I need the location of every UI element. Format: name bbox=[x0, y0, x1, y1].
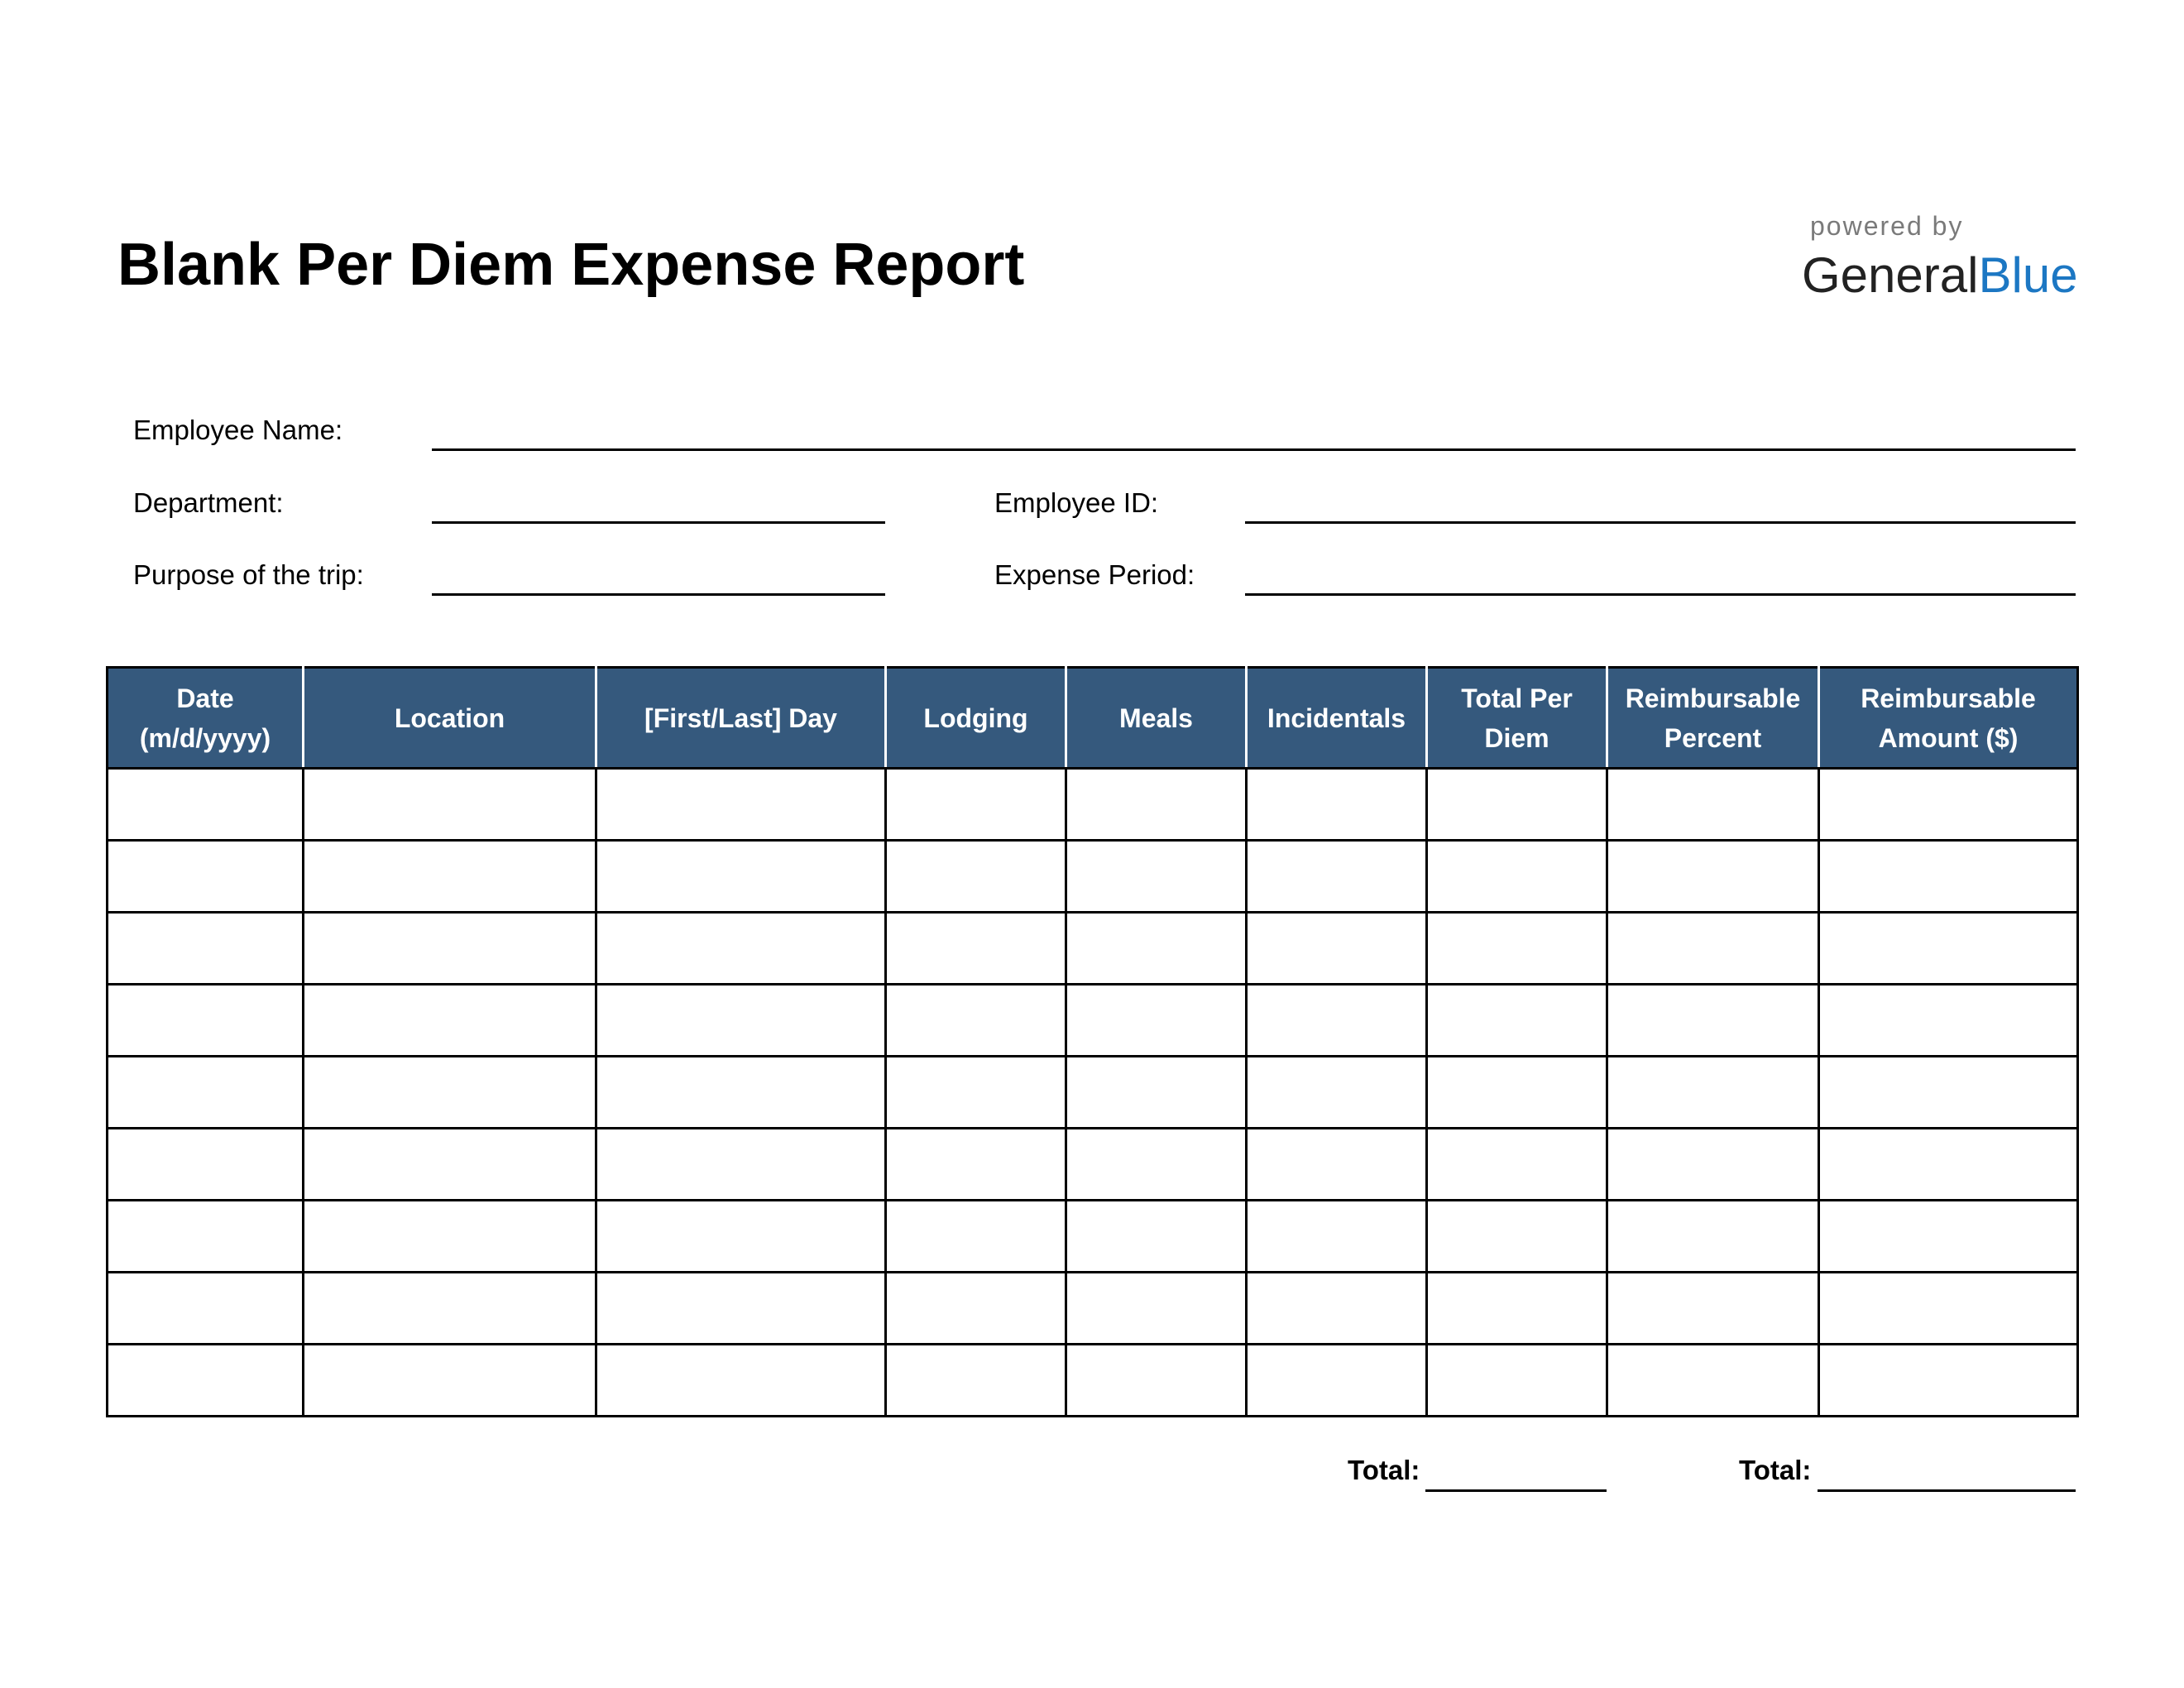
table-cell[interactable] bbox=[886, 985, 1066, 1057]
table-cell[interactable] bbox=[1247, 1057, 1427, 1129]
table-cell[interactable] bbox=[1607, 1273, 1819, 1345]
reimbursable-total-field[interactable] bbox=[1818, 1489, 2076, 1492]
employee-id-field[interactable] bbox=[1245, 521, 2076, 524]
table-body bbox=[108, 769, 2078, 1417]
column-header-incidentals bbox=[1247, 668, 1427, 769]
column-header-text: Reimbursable bbox=[1625, 683, 1801, 713]
table-cell[interactable] bbox=[1427, 913, 1607, 985]
table-cell[interactable] bbox=[1819, 769, 2078, 841]
table-cell[interactable] bbox=[1607, 985, 1819, 1057]
table-cell[interactable] bbox=[1427, 769, 1607, 841]
table-cell[interactable] bbox=[886, 769, 1066, 841]
table-row bbox=[108, 913, 2078, 985]
per-diem-total-label: Total: bbox=[1348, 1455, 1420, 1485]
brand-name-blue: Blue bbox=[1978, 247, 2078, 303]
table-cell[interactable] bbox=[1066, 1273, 1247, 1345]
expense-period-label: Expense Period: bbox=[994, 559, 1195, 590]
column-header-text: [First/Last] Day bbox=[644, 703, 837, 733]
table-cell[interactable] bbox=[1247, 1345, 1427, 1417]
table-cell[interactable] bbox=[1819, 985, 2078, 1057]
table-cell[interactable] bbox=[596, 1201, 886, 1273]
column-header-text: Diem bbox=[1484, 722, 1549, 753]
table-cell[interactable] bbox=[1819, 1345, 2078, 1417]
table-cell[interactable] bbox=[1819, 1201, 2078, 1273]
column-header-date bbox=[108, 668, 304, 769]
purpose-label: Purpose of the trip: bbox=[133, 559, 364, 590]
table-cell[interactable] bbox=[1819, 913, 2078, 985]
table-cell[interactable] bbox=[108, 985, 304, 1057]
employee-name-label: Employee Name: bbox=[133, 415, 343, 445]
column-header-reimbursable-amount bbox=[1819, 668, 2078, 769]
table-cell[interactable] bbox=[1607, 913, 1819, 985]
table-cell[interactable] bbox=[1066, 913, 1247, 985]
table-cell[interactable] bbox=[1607, 1129, 1819, 1201]
table-cell[interactable] bbox=[596, 841, 886, 913]
table-row bbox=[108, 1345, 2078, 1417]
table-row bbox=[108, 1273, 2078, 1345]
table-header-row bbox=[108, 668, 2078, 769]
table-cell[interactable] bbox=[886, 1129, 1066, 1201]
employee-name-field[interactable] bbox=[432, 448, 2076, 451]
column-header-location bbox=[304, 668, 596, 769]
table-cell[interactable] bbox=[1819, 1129, 2078, 1201]
table-cell[interactable] bbox=[596, 1057, 886, 1129]
expense-period-field[interactable] bbox=[1245, 593, 2076, 596]
table-cell[interactable] bbox=[1066, 1201, 1247, 1273]
table-cell[interactable] bbox=[304, 769, 596, 841]
column-header-text: Amount ($) bbox=[1878, 722, 2019, 753]
table-cell[interactable] bbox=[1427, 1129, 1607, 1201]
table-cell[interactable] bbox=[108, 1201, 304, 1273]
table-cell[interactable] bbox=[108, 913, 304, 985]
table-cell[interactable] bbox=[1427, 985, 1607, 1057]
column-header-text: Meals bbox=[1119, 703, 1193, 733]
column-header-lodging bbox=[886, 668, 1066, 769]
column-header-total-per-diem bbox=[1427, 668, 1607, 769]
table-cell[interactable] bbox=[1066, 1129, 1247, 1201]
table-cell[interactable] bbox=[304, 985, 596, 1057]
table-cell[interactable] bbox=[304, 841, 596, 913]
table-cell[interactable] bbox=[1607, 1057, 1819, 1129]
department-label: Department: bbox=[133, 487, 284, 518]
table-cell[interactable] bbox=[304, 1057, 596, 1129]
powered-by-text: powered by bbox=[1810, 211, 1964, 241]
table-row bbox=[108, 841, 2078, 913]
per-diem-total-field[interactable] bbox=[1425, 1489, 1607, 1492]
reimbursable-total-label: Total: bbox=[1739, 1455, 1812, 1485]
table-cell[interactable] bbox=[108, 769, 304, 841]
column-header-text: (m/d/yyyy) bbox=[139, 722, 271, 753]
table-cell[interactable] bbox=[1247, 985, 1427, 1057]
table-cell[interactable] bbox=[108, 1057, 304, 1129]
table-cell[interactable] bbox=[596, 769, 886, 841]
table-cell[interactable] bbox=[1427, 841, 1607, 913]
table-cell[interactable] bbox=[304, 1129, 596, 1201]
column-header-text: Location bbox=[394, 703, 505, 733]
table-cell[interactable] bbox=[1607, 1345, 1819, 1417]
table-cell[interactable] bbox=[1819, 1057, 2078, 1129]
table-cell[interactable] bbox=[1247, 841, 1427, 913]
table-cell[interactable] bbox=[1427, 1345, 1607, 1417]
column-header-text: Percent bbox=[1664, 722, 1762, 753]
table-cell[interactable] bbox=[108, 841, 304, 913]
page-title: Blank Per Diem Expense Report bbox=[117, 232, 1025, 298]
column-header-meals bbox=[1066, 668, 1247, 769]
table-row bbox=[108, 1201, 2078, 1273]
table-cell[interactable] bbox=[1247, 1201, 1427, 1273]
table-cell[interactable] bbox=[304, 1345, 596, 1417]
table-cell[interactable] bbox=[304, 1201, 596, 1273]
table-cell[interactable] bbox=[1247, 1273, 1427, 1345]
expense-table bbox=[106, 666, 2079, 1417]
employee-id-label: Employee ID: bbox=[994, 487, 1159, 518]
table-cell[interactable] bbox=[1607, 769, 1819, 841]
table-cell[interactable] bbox=[108, 1345, 304, 1417]
table-row bbox=[108, 1129, 2078, 1201]
table-cell[interactable] bbox=[1427, 1201, 1607, 1273]
table-cell[interactable] bbox=[886, 841, 1066, 913]
column-header-first-last-day bbox=[596, 668, 886, 769]
column-header-reimbursable-percent bbox=[1607, 668, 1819, 769]
column-header-text: Lodging bbox=[923, 703, 1028, 733]
department-field[interactable] bbox=[432, 521, 885, 524]
table-cell[interactable] bbox=[1066, 1345, 1247, 1417]
brand-name bbox=[1802, 242, 2078, 309]
table-cell[interactable] bbox=[1427, 1273, 1607, 1345]
table-cell[interactable] bbox=[1819, 1273, 2078, 1345]
brand-name-general: General bbox=[1802, 247, 1979, 303]
table-cell[interactable] bbox=[1066, 841, 1247, 913]
table-cell[interactable] bbox=[886, 1057, 1066, 1129]
table-row bbox=[108, 985, 2078, 1057]
table-cell[interactable] bbox=[1066, 769, 1247, 841]
table-cell[interactable] bbox=[1247, 769, 1427, 841]
table-cell[interactable] bbox=[108, 1273, 304, 1345]
table-cell[interactable] bbox=[596, 1273, 886, 1345]
table-cell[interactable] bbox=[1247, 913, 1427, 985]
table-cell[interactable] bbox=[1607, 1201, 1819, 1273]
column-header-text: Incidentals bbox=[1267, 703, 1406, 733]
table-cell[interactable] bbox=[1066, 1057, 1247, 1129]
table-cell[interactable] bbox=[1819, 841, 2078, 913]
column-header-text: Total Per bbox=[1461, 683, 1573, 713]
column-header-text: Reimbursable bbox=[1861, 683, 2036, 713]
table-cell[interactable] bbox=[304, 1273, 596, 1345]
purpose-field[interactable] bbox=[432, 593, 885, 596]
table-cell[interactable] bbox=[596, 1129, 886, 1201]
table-cell[interactable] bbox=[1247, 1129, 1427, 1201]
table-cell[interactable] bbox=[1427, 1057, 1607, 1129]
table-cell[interactable] bbox=[886, 1273, 1066, 1345]
table-cell[interactable] bbox=[1066, 985, 1247, 1057]
table-cell[interactable] bbox=[108, 1129, 304, 1201]
table-row bbox=[108, 1057, 2078, 1129]
table-cell[interactable] bbox=[596, 985, 886, 1057]
table-cell[interactable] bbox=[886, 913, 1066, 985]
table-cell[interactable] bbox=[886, 1345, 1066, 1417]
column-header-text: Date bbox=[176, 683, 234, 713]
table-cell[interactable] bbox=[1607, 841, 1819, 913]
table-cell[interactable] bbox=[886, 1201, 1066, 1273]
table-cell[interactable] bbox=[596, 913, 886, 985]
table-row bbox=[108, 769, 2078, 841]
table-cell[interactable] bbox=[596, 1345, 886, 1417]
table-cell[interactable] bbox=[304, 913, 596, 985]
